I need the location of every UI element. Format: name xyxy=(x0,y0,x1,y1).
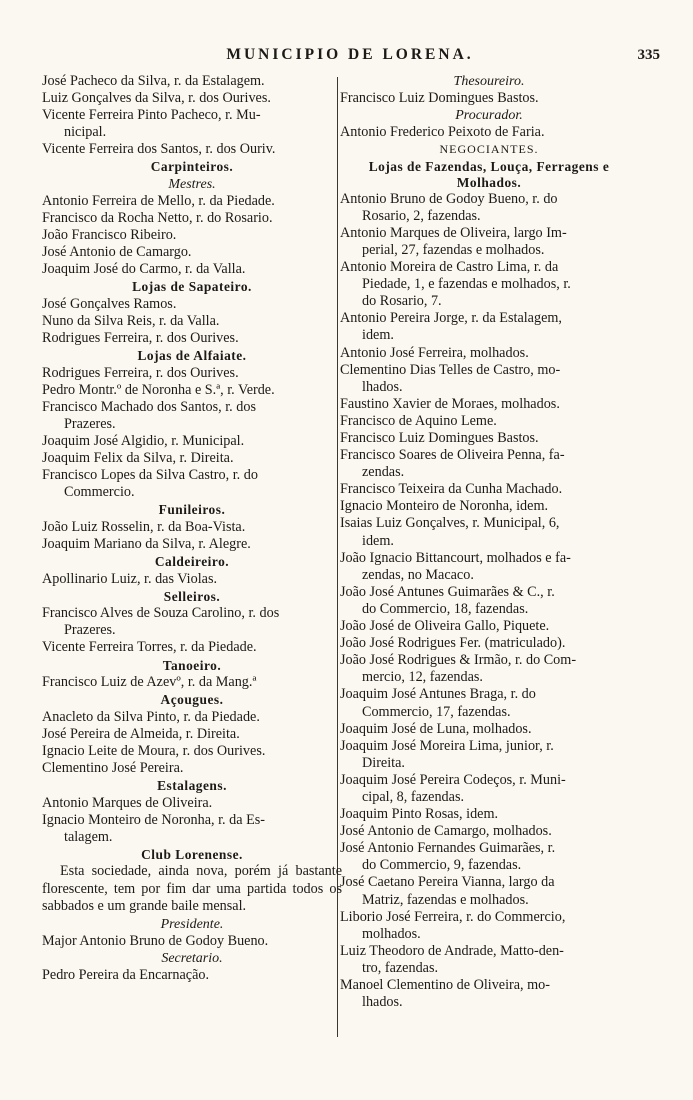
entry-line: Clementino José Pereira. xyxy=(42,759,184,776)
subheading: Thesoureiro. xyxy=(453,74,525,89)
entry-continuation: do Commercio, 18, fazendas. xyxy=(362,600,529,617)
entry-line: Antonio Bruno de Godoy Bueno, r. do xyxy=(340,190,558,207)
directory-entry xyxy=(340,943,638,977)
directory-entry xyxy=(340,977,638,1011)
directory-entry xyxy=(340,498,638,515)
directory-entry xyxy=(42,399,342,433)
entry-line: João José de Oliveira Gallo, Piquete. xyxy=(340,618,550,635)
left-column xyxy=(42,73,342,984)
section-heading: Selleiros. xyxy=(163,588,221,604)
directory-entry xyxy=(42,933,342,950)
entry-line: Vicente Ferreira Torres, r. da Piedade. xyxy=(42,639,257,656)
entry-line: Faustino Xavier de Moraes, molhados. xyxy=(340,395,560,412)
entry-continuation: idem. xyxy=(362,532,394,549)
directory-entry xyxy=(42,90,342,107)
directory-entry xyxy=(340,618,638,635)
directory-entry xyxy=(340,652,638,686)
directory-entry xyxy=(42,467,342,501)
directory-entry xyxy=(42,726,342,743)
directory-entry xyxy=(340,635,638,652)
section-heading: Caldeireiro. xyxy=(154,554,230,570)
entry-line: Rodrigues Ferreira, r. dos Ourives. xyxy=(42,330,239,347)
directory-entry xyxy=(340,686,638,720)
entry-line: Joaquim José Algidio, r. Municipal. xyxy=(42,433,245,450)
entry-continuation: Rosario, 2, fazendas. xyxy=(362,207,481,224)
entry-line: Joaquim José Pereira Codeços, r. Muni- xyxy=(340,771,566,788)
entry-line: Major Antonio Bruno de Godoy Bueno. xyxy=(42,933,269,950)
directory-entry xyxy=(42,433,342,450)
directory-entry xyxy=(42,330,342,347)
entry-line: José Gonçalves Ramos. xyxy=(42,295,177,312)
entry-line: Francisco Teixeira da Cunha Machado. xyxy=(340,481,563,498)
directory-entry xyxy=(42,519,342,536)
directory-entry xyxy=(340,721,638,738)
subheading: Secretario. xyxy=(161,951,223,967)
entry-line: Joaquim José Antunes Braga, r. do xyxy=(340,686,536,703)
directory-entry xyxy=(340,515,638,549)
directory-entry xyxy=(42,261,342,278)
entry-line: João José Rodrigues & Irmão, r. do Com- xyxy=(340,652,577,669)
entry-line: Francisco Soares de Oliveira Penna, fa- xyxy=(340,447,565,464)
entry-line: Joaquim José de Luna, molhados. xyxy=(340,720,532,737)
entry-line: Luiz Gonçalves da Silva, r. dos Ourives. xyxy=(42,90,271,107)
directory-entry xyxy=(340,772,638,806)
entry-line: Joaquim Pinto Rosas, idem. xyxy=(340,806,499,823)
page-header xyxy=(40,46,660,70)
section-heading: Lojas de Fazendas, Louça, Ferragens e Molhados. xyxy=(368,158,610,190)
directory-entry xyxy=(340,447,638,481)
entry-continuation: cipal, 8, fazendas. xyxy=(362,788,465,805)
entry-line: Isaias Luiz Gonçalves, r. Municipal, 6, xyxy=(340,515,560,532)
directory-entry xyxy=(340,191,638,225)
directory-entry xyxy=(42,313,342,330)
directory-entry xyxy=(340,413,638,430)
directory-entry xyxy=(42,210,342,227)
directory-entry xyxy=(42,760,342,777)
entry-line: José Antonio de Camargo, molhados. xyxy=(340,823,552,840)
directory-entry xyxy=(340,90,638,107)
directory-entry xyxy=(340,481,638,498)
directory-entry xyxy=(340,840,638,874)
entry-continuation: Piedade, 1, e fazendas e molhados, r. xyxy=(362,276,571,293)
entry-continuation: idem. xyxy=(362,327,394,344)
directory-entry xyxy=(42,382,342,399)
right-column xyxy=(340,73,638,1011)
entry-line: José Caetano Pereira Vianna, largo da xyxy=(340,874,555,891)
entry-line: Vicente Ferreira dos Santos, r. dos Ouriv. xyxy=(42,141,276,158)
directory-entry xyxy=(42,674,342,691)
entry-continuation: lhados. xyxy=(362,378,403,395)
entry-line: José Antonio de Camargo. xyxy=(42,244,192,261)
directory-entry xyxy=(42,107,342,141)
directory-entry xyxy=(340,345,638,362)
directory-entry xyxy=(42,365,342,382)
entry-line: Francisco da Rocha Netto, r. do Rosario. xyxy=(42,210,273,227)
entry-continuation: Prazeres. xyxy=(64,416,116,432)
entry-line: João Ignacio Bittancourt, molhados e fa- xyxy=(340,549,571,566)
section-heading: Tanoeiro. xyxy=(162,657,222,673)
entry-line: Clementino Dias Telles de Castro, mo- xyxy=(340,361,561,378)
entry-line: Ignacio Leite de Moura, r. dos Ourives. xyxy=(42,742,266,759)
entry-line: José Antonio Fernandes Guimarães, r. xyxy=(340,840,556,857)
entry-line: Francisco de Aquino Leme. xyxy=(340,412,497,429)
entry-line: Joaquim Felix da Silva, r. Direita. xyxy=(42,450,234,467)
directory-entry xyxy=(42,536,342,553)
directory-entry xyxy=(340,550,638,584)
entry-line: Nuno da Silva Reis, r. da Valla. xyxy=(42,313,220,330)
section-heading: Estalagens. xyxy=(157,778,227,793)
entry-continuation: tro, fazendas. xyxy=(362,959,439,976)
entry-line: Apollinario Luiz, r. das Violas. xyxy=(42,570,218,587)
directory-entry xyxy=(340,823,638,840)
entry-line: Francisco Machado dos Santos, r. dos xyxy=(42,398,256,415)
entry-continuation: zendas. xyxy=(362,464,405,481)
directory-entry xyxy=(42,709,342,726)
directory-entry xyxy=(340,310,638,344)
entry-line: Francisco Lopes da Silva Castro, r. do xyxy=(42,467,258,484)
entry-continuation: lhados. xyxy=(362,994,403,1011)
entry-continuation: talagem. xyxy=(64,828,113,845)
entry-line: Antonio Ferreira de Mello, r. da Piedade. xyxy=(42,192,275,209)
subheading: Presidente. xyxy=(160,917,224,933)
entry-continuation: Matriz, fazendas e molhados. xyxy=(362,891,529,908)
entry-continuation: Commercio. xyxy=(64,484,135,501)
directory-entry xyxy=(42,743,342,760)
entry-line: João Francisco Ribeiro. xyxy=(42,227,177,244)
subheading: Procurador. xyxy=(455,108,523,124)
entry-continuation: do Rosario, 7. xyxy=(362,293,442,310)
directory-entry xyxy=(42,244,342,261)
entry-line: Pedro Montr.º de Noronha e S.ª, r. Verde. xyxy=(42,381,275,398)
directory-entry xyxy=(340,738,638,772)
entry-line: João José Rodrigues Fer. (matriculado). xyxy=(340,635,566,652)
entry-line: Francisco Luiz de Azevº, r. da Mang.ª xyxy=(42,674,257,691)
directory-entry xyxy=(42,812,342,846)
entry-line: Manoel Clementino de Oliveira, mo- xyxy=(340,977,550,993)
entry-line: Antonio Pereira Jorge, r. da Estalagem, xyxy=(340,310,562,327)
entry-line: Francisco Luiz Domingues Bastos. xyxy=(340,430,539,446)
section-label: NEGOCIANTES. xyxy=(439,142,539,157)
entry-line: Luiz Theodoro de Andrade, Matto-den- xyxy=(340,942,564,959)
section-heading: Açougues. xyxy=(160,692,224,708)
entry-line: Francisco Luiz Domingues Bastos. xyxy=(340,90,539,106)
entry-continuation: nicipal. xyxy=(64,124,107,141)
page-number: 335 xyxy=(637,47,660,63)
directory-entry xyxy=(340,225,638,259)
directory-entry xyxy=(42,639,342,656)
entry-line: Francisco Alves de Souza Carolino, r. dos xyxy=(42,605,280,622)
entry-line: João José Antunes Guimarães & C., r. xyxy=(340,583,555,600)
directory-entry xyxy=(42,73,342,90)
entry-line: Antonio Marques de Oliveira, largo Im- xyxy=(340,224,567,241)
section-heading: Club Lorenense. xyxy=(141,846,243,862)
entry-line: Ignacio Monteiro de Noronha, idem. xyxy=(340,498,549,515)
section-heading: Funileiros. xyxy=(158,502,226,518)
running-title: MUNICIPIO DE LORENA. xyxy=(226,46,474,63)
entry-continuation: Commercio, 17, fazendas. xyxy=(362,703,511,720)
entry-line: Liborio José Ferreira, r. do Commercio, xyxy=(340,908,566,925)
entry-line: João Luiz Rosselin, r. da Boa-Vista. xyxy=(42,518,246,535)
entry-line: Pedro Pereira da Encarnação. xyxy=(42,967,210,984)
directory-entry xyxy=(340,124,638,141)
section-heading: Lojas de Sapateiro. xyxy=(132,279,252,295)
entry-line: Antonio Moreira de Castro Lima, r. da xyxy=(340,259,559,276)
directory-entry xyxy=(340,909,638,943)
entry-continuation: molhados. xyxy=(362,925,421,942)
directory-entry xyxy=(340,430,638,447)
entry-line: Joaquim José do Carmo, r. da Valla. xyxy=(42,261,246,278)
entry-line: Joaquim José Moreira Lima, junior, r. xyxy=(340,737,554,754)
directory-entry xyxy=(340,362,638,396)
directory-entry xyxy=(42,296,342,313)
directory-entry xyxy=(340,874,638,908)
entry-continuation: Prazeres. xyxy=(64,622,116,639)
entry-continuation: perial, 27, fazendas e molhados. xyxy=(362,241,545,258)
entry-line: Ignacio Monteiro de Noronha, r. da Es- xyxy=(42,811,265,828)
entry-line: Vicente Ferreira Pinto Pacheco, r. Mu- xyxy=(42,107,261,124)
entry-continuation: Direita. xyxy=(362,754,405,771)
subheading: Mestres. xyxy=(168,176,216,192)
directory-entry xyxy=(340,584,638,618)
entry-continuation: zendas, no Macaco. xyxy=(362,566,474,583)
entry-continuation: mercio, 12, fazendas. xyxy=(362,669,483,686)
entry-line: Antonio Marques de Oliveira. xyxy=(42,794,213,811)
entry-line: José Pereira de Almeida, r. Direita. xyxy=(42,725,240,742)
entry-line: Joaquim Mariano da Silva, r. Alegre. xyxy=(42,536,251,553)
directory-entry xyxy=(42,795,342,812)
entry-line: Antonio José Ferreira, molhados. xyxy=(340,344,529,361)
section-heading: Lojas de Alfaiate. xyxy=(137,348,247,364)
directory-entry xyxy=(42,193,342,210)
entry-line: Rodrigues Ferreira, r. dos Ourives. xyxy=(42,364,239,381)
directory-entry xyxy=(42,571,342,588)
directory-entry xyxy=(42,450,342,467)
directory-entry xyxy=(42,141,342,158)
directory-entry xyxy=(340,259,638,310)
directory-entry xyxy=(42,967,342,984)
paragraph: Esta sociedade, ainda nova, porém já bastante florescente, tem por fim dar uma partida todos os sabbados e um grande baile mensal. xyxy=(42,863,342,915)
section-heading: Carpinteiros. xyxy=(150,159,234,175)
entry-continuation: do Commercio, 9, fazendas. xyxy=(362,857,522,874)
entry-line: José Pacheco da Silva, r. da Estalagem. xyxy=(42,73,265,89)
directory-entry xyxy=(42,227,342,244)
directory-entry xyxy=(42,605,342,639)
entry-line: Anacleto da Silva Pinto, r. da Piedade. xyxy=(42,708,260,725)
directory-entry xyxy=(340,806,638,823)
entry-line: Antonio Frederico Peixoto de Faria. xyxy=(340,124,545,141)
directory-entry xyxy=(340,396,638,413)
